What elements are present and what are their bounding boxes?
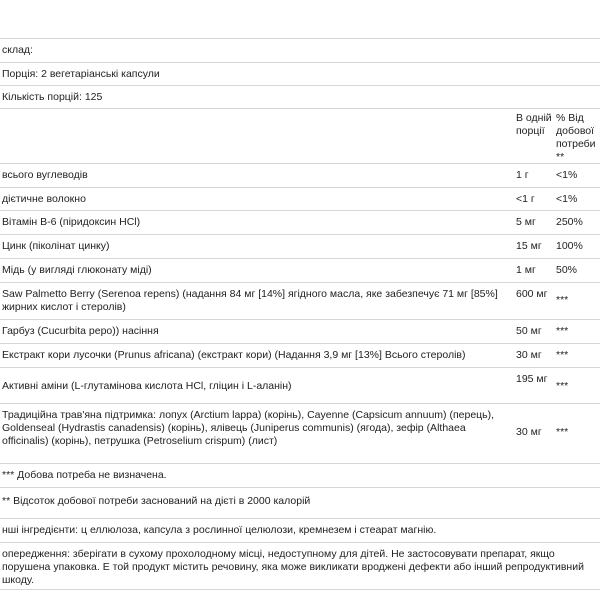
- nutrient-amount: 195 мг: [516, 373, 548, 385]
- nutrient-name: Цинк (піколінат цинку): [2, 240, 110, 252]
- nutrient-name: всього вуглеводів: [2, 169, 88, 181]
- nutrient-dv: <1%: [556, 169, 578, 181]
- nutrient-dv: ***: [556, 294, 569, 306]
- facts-title: склад:: [2, 44, 33, 56]
- nutrient-name: Saw Palmetto Berry (Serenoa repens) (надання 84 мг [14%] ягідного масла, яке забезпечує 71 мг [85%] жирних кислот і стеролів): [2, 288, 498, 313]
- amount-header: В одній порції: [516, 112, 552, 137]
- title-row: [0, 38, 600, 62]
- nutrient-name: Гарбуз (Cucurbita pepo)) насіння: [2, 325, 159, 337]
- nutrient-row: [0, 319, 600, 343]
- nutrient-dv: 50%: [556, 264, 578, 276]
- serving-size-row: [0, 62, 600, 85]
- nutrient-name: Традиційна трав'яна підтримка: лопух (Arctium lappa) (корінь), Cayenne (Capsicum annuum) (перець), Goldenseal (Hydrastis canadensis) (корінь), ялівець (Juniperus communis) (ягода), зефір (Althaea officinalis) (корінь), петрушка (Petroselium crispum) (лист): [2, 409, 495, 447]
- nutrient-amount: 600 мг: [516, 288, 548, 300]
- nutrient-row: [0, 210, 600, 234]
- footnote-dv-basis: ** Відсоток добової потреби заснований на дієті в 2000 калорій: [2, 495, 311, 507]
- nutrient-row: [0, 343, 600, 367]
- serving-size: Порція: 2 вегетаріанські капсули: [2, 68, 160, 80]
- dv-header: % Від добової потреби **: [556, 112, 596, 163]
- nutrient-row: [0, 403, 600, 463]
- column-header-row: [0, 108, 600, 163]
- nutrient-row: [0, 367, 600, 403]
- warning-row: [0, 542, 600, 590]
- nutrient-row: [0, 258, 600, 282]
- nutrient-dv: 100%: [556, 240, 583, 252]
- warning-text: опередження: зберігати в сухому прохолодному місці, недоступному для дітей. Не застосовувати препарат, якщо порушена упаковка. Е той продукт містить речовину, яка може викликати вроджені дефекти або інший репродуктивний шкоду.: [2, 548, 584, 586]
- nutrient-amount: 15 мг: [516, 240, 542, 252]
- servings-count-row: [0, 85, 600, 108]
- footnote-dv-not-established: *** Добова потреба не визначена.: [2, 469, 167, 481]
- nutrient-dv: 250%: [556, 216, 583, 228]
- other-ingredients-row: [0, 518, 600, 542]
- other-ingredients: нші інгредієнти: ц еллюлоза, капсула з рослинної целюлози, кремнезем і стеарат магнію.: [2, 524, 437, 536]
- footnote-row: [0, 463, 600, 487]
- nutrient-amount: 30 мг: [516, 349, 542, 361]
- nutrient-name: Активні аміни (L-глутамінова кислота HCl, гліцин і L-аланін): [2, 380, 292, 392]
- nutrient-amount: 1 г: [516, 169, 529, 181]
- nutrient-amount: 5 мг: [516, 216, 536, 228]
- servings-count: Кількість порцій: 125: [2, 91, 103, 103]
- nutrient-row: [0, 282, 600, 319]
- footnote-row: [0, 487, 600, 518]
- nutrient-dv: ***: [556, 325, 569, 337]
- nutrient-amount: 50 мг: [516, 325, 542, 337]
- nutrient-row: [0, 234, 600, 258]
- nutrient-dv: ***: [556, 349, 569, 361]
- nutrient-row: [0, 163, 600, 187]
- nutrient-name: Вітамін В-6 (піридоксин HCl): [2, 216, 141, 228]
- nutrient-name: дієтичне волокно: [2, 193, 86, 205]
- nutrient-dv: <1%: [556, 193, 578, 205]
- nutrient-name: Екстракт кори лусочки (Prunus africana) (екстракт кори) (Надання 3,9 мг [13%] Всього стеролів): [2, 349, 466, 361]
- nutrient-row: [0, 187, 600, 210]
- nutrient-dv: ***: [556, 380, 569, 392]
- supplement-facts-table: [0, 38, 600, 590]
- nutrient-amount: <1 г: [516, 193, 535, 205]
- nutrient-amount: 30 мг: [516, 426, 542, 438]
- nutrient-amount: 1 мг: [516, 264, 536, 276]
- nutrient-name: Мідь (у вигляді глюконату міді): [2, 264, 152, 276]
- nutrient-dv: ***: [556, 426, 569, 438]
